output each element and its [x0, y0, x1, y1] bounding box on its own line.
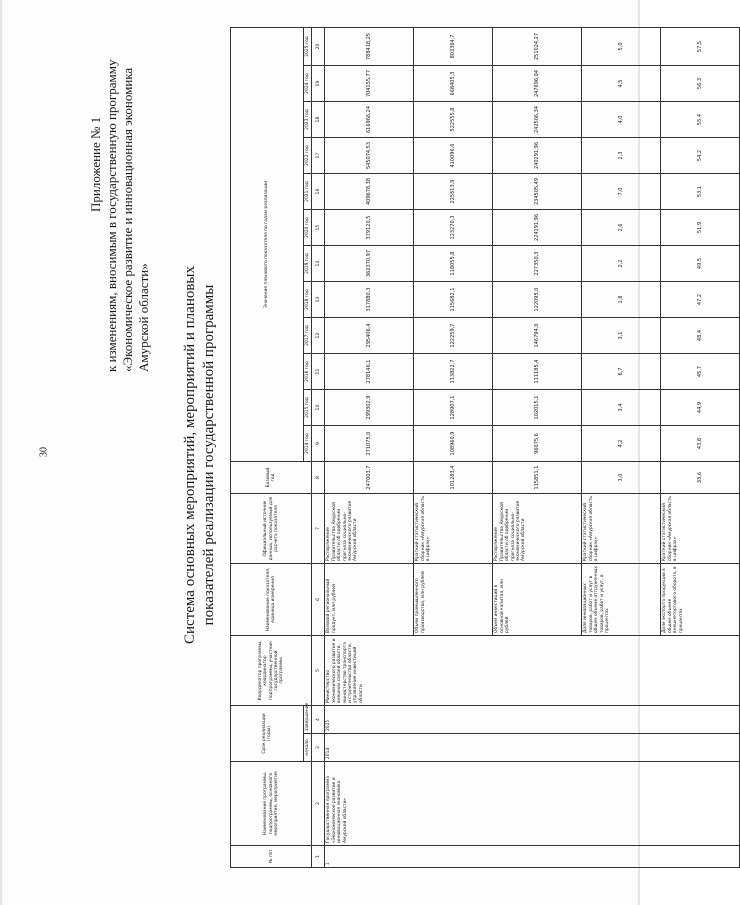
table-wrapper	[230, 28, 703, 868]
base-value: 101283,4	[414, 462, 493, 494]
plan-value: 115682,1	[414, 282, 493, 318]
column-number: 11	[312, 354, 325, 390]
column-number-row	[312, 27, 325, 867]
indicator-name: Валовой региональный продукт, млн рублей	[325, 564, 414, 636]
page-number: 30	[38, 447, 50, 457]
plan-value: 522555,8	[414, 102, 493, 138]
plan-value: 234505,49	[493, 174, 582, 210]
plan-value: 317880,3	[325, 282, 414, 318]
plan-value: 118055,8	[414, 246, 493, 282]
plan-value: 227350,3	[493, 246, 582, 282]
indicator-source: Распоряжение Правительства Амурской области об одобрении прогноза социально-экономического развития Амурской области	[325, 494, 414, 564]
indicator-source: Краткий статистический сборник «Амурская область в цифрах»	[582, 494, 661, 564]
header-base-year: Базовый год	[231, 462, 312, 494]
plan-value: 299302,9	[325, 390, 414, 426]
column-number: 1	[312, 846, 325, 868]
coordinator: Министерство экономического развития и внешних связей области, министерство транспорта и строительства области, управление инвестиций области	[325, 636, 740, 706]
plan-value: 2,6	[582, 210, 661, 246]
column-number: 10	[312, 390, 325, 426]
plan-value: 7,0	[582, 174, 661, 210]
plan-value: 240291,96	[493, 138, 582, 174]
base-value: 247003,7	[325, 462, 414, 494]
plan-value: 3,1	[582, 318, 661, 354]
plan-value: 56,3	[661, 66, 740, 102]
header-indicator: Наименование показателя, единица измерения	[231, 564, 312, 636]
header-no: № п/п	[231, 846, 312, 868]
appendix-block	[88, 52, 152, 372]
plan-value: 123270,3	[414, 210, 493, 246]
base-value: 115851,1	[493, 462, 582, 494]
plan-value: 2,2	[582, 246, 661, 282]
plan-value: 1,8	[582, 282, 661, 318]
plan-value: 49,5	[661, 246, 740, 282]
appendix-line: «Экономическое развитие и инновационная экономика	[120, 67, 135, 372]
end-year: 2025	[325, 706, 740, 734]
column-number: 5	[312, 636, 325, 706]
appendix-line: к изменениям, вносимым в государственную программу	[104, 59, 119, 372]
plan-value: 53,1	[661, 174, 740, 210]
plan-value: 278146,1	[325, 354, 414, 390]
column-number: 3	[312, 734, 325, 762]
indicator-source: Краткий статистический сборник «Амурская область в цифрах»	[661, 494, 740, 564]
plan-value: 111185,4	[493, 354, 582, 390]
header-year: 2019 год	[304, 246, 312, 282]
plan-value: 51,9	[661, 210, 740, 246]
plan-value: 122259,7	[414, 318, 493, 354]
header-source: Официальный источник данных, используемый для расчета показателя	[231, 494, 312, 564]
plan-value: 295406,4	[325, 318, 414, 354]
plan-value: 224191,96	[493, 210, 582, 246]
column-number: 17	[312, 138, 325, 174]
header-year: 2016 год	[304, 354, 312, 390]
column-number: 14	[312, 246, 325, 282]
column-number: 4	[312, 706, 325, 734]
column-number: 8	[312, 462, 325, 494]
plan-value: 102015,1	[493, 390, 582, 426]
title-line: Система основных мероприятий, мероприятий и плановых	[182, 265, 198, 645]
column-number: 6	[312, 564, 325, 636]
plan-value: 48,4	[661, 318, 740, 354]
header-start: начало	[304, 734, 312, 762]
plan-value: 247696,04	[493, 66, 582, 102]
header-end: завершение	[304, 706, 312, 734]
indicator-name: Доля инновационных товаров, работ и услуг в общем объеме отгруженных товаров, работ и услуг, в процентах	[582, 564, 661, 636]
indicator-source: Распоряжение Правительства Амурской области об одобрении прогноза социально-экономического развития Амурской области	[493, 494, 582, 564]
indicator-name: Объем промышленного производства, млн рублей	[414, 564, 493, 636]
plan-value: 271075,0	[325, 426, 414, 462]
column-number: 15	[312, 210, 325, 246]
indicator-source: Краткий статистический сборник «Амурская область в цифрах»	[414, 494, 493, 564]
plan-value: 2,3	[582, 138, 661, 174]
column-number: 19	[312, 66, 325, 102]
header-year: 2024 год	[304, 66, 312, 102]
plan-value: 4,5	[582, 66, 661, 102]
plan-value: 668405,3	[414, 66, 493, 102]
header-year: 2023 год	[304, 102, 312, 138]
plan-value: 6,7	[582, 354, 661, 390]
plan-value: 128907,1	[414, 390, 493, 426]
title-line: показателей реализации государственной программы	[201, 284, 217, 626]
header-coordinator: Координатор программы, координатор подпрограммы, участник государственной программы	[231, 636, 312, 706]
program-name: Государственная программа «Экономическое развитие и инновационная экономика Амурской области»	[325, 762, 740, 846]
plan-value: 362370,97	[325, 246, 414, 282]
row-number: 1	[325, 846, 740, 868]
plan-value: 43,8	[661, 426, 740, 462]
base-value: 3,0	[582, 462, 661, 494]
column-number: 2	[312, 762, 325, 846]
header-year: 2022 год	[304, 138, 312, 174]
header-plan: Значение планового показателя по годам реализации	[231, 27, 304, 461]
column-number: 20	[312, 27, 325, 65]
column-number: 18	[312, 102, 325, 138]
column-number: 12	[312, 318, 325, 354]
plan-value: 545074,53	[325, 138, 414, 174]
plan-value: 4,0	[582, 102, 661, 138]
plan-value: 57,5	[661, 27, 740, 65]
plan-value: 146794,0	[493, 318, 582, 354]
plan-value: 4,2	[582, 426, 661, 462]
plan-value: 108960,9	[414, 426, 493, 462]
plan-value: 5,0	[582, 27, 661, 65]
plan-value: 251024,27	[493, 27, 582, 65]
plan-value: 616966,24	[325, 102, 414, 138]
plan-value: 242506,34	[493, 102, 582, 138]
header-year: 2017 год	[304, 318, 312, 354]
header-year: 2021 год	[304, 174, 312, 210]
base-value: 33,6	[661, 462, 740, 494]
appendix-line: Амурской области»	[136, 263, 151, 372]
plan-value: 122095,0	[493, 282, 582, 318]
header-year: 2015 год	[304, 390, 312, 426]
plan-value: 379120,5	[325, 210, 414, 246]
scan-edge	[0, 0, 2, 905]
plan-value: 788418,25	[325, 27, 414, 65]
header-name: Наименование программы, подпрограммы, основного мероприятия, мероприятия	[231, 762, 312, 846]
column-number: 7	[312, 494, 325, 564]
header-year: 2025 год	[304, 27, 312, 65]
program-table	[230, 27, 740, 868]
column-number: 16	[312, 174, 325, 210]
appendix-title: Приложение № 1	[88, 116, 103, 212]
plan-value: 54,2	[661, 138, 740, 174]
plan-value: 96075,6	[493, 426, 582, 462]
header-year: 2014 год	[304, 426, 312, 462]
header-year: 2018 год	[304, 282, 312, 318]
indicator-name: Доля экспорта продукции в общем объеме внешнеторгового оборота, в процентах	[661, 564, 740, 636]
page-title	[181, 266, 219, 644]
plan-value: 44,9	[661, 390, 740, 426]
column-number: 9	[312, 426, 325, 462]
plan-value: 803364,7	[414, 27, 493, 65]
plan-value: 45,7	[661, 354, 740, 390]
table-row	[325, 27, 414, 867]
indicator-name: Объем инвестиций в основной капитал, млн рублей	[493, 564, 582, 636]
plan-value: 409678,38	[325, 174, 414, 210]
plan-value: 55,4	[661, 102, 740, 138]
plan-value: 47,2	[661, 282, 740, 318]
start-year: 2014	[325, 734, 740, 762]
column-number: 13	[312, 282, 325, 318]
header-term: Срок реализации (годы)	[231, 706, 304, 762]
plan-value: 704155,77	[325, 66, 414, 102]
plan-value: 225513,9	[414, 174, 493, 210]
header-year: 2020 год	[304, 210, 312, 246]
plan-value: 410096,6	[414, 138, 493, 174]
plan-value: 113822,7	[414, 354, 493, 390]
plan-value: 3,4	[582, 390, 661, 426]
